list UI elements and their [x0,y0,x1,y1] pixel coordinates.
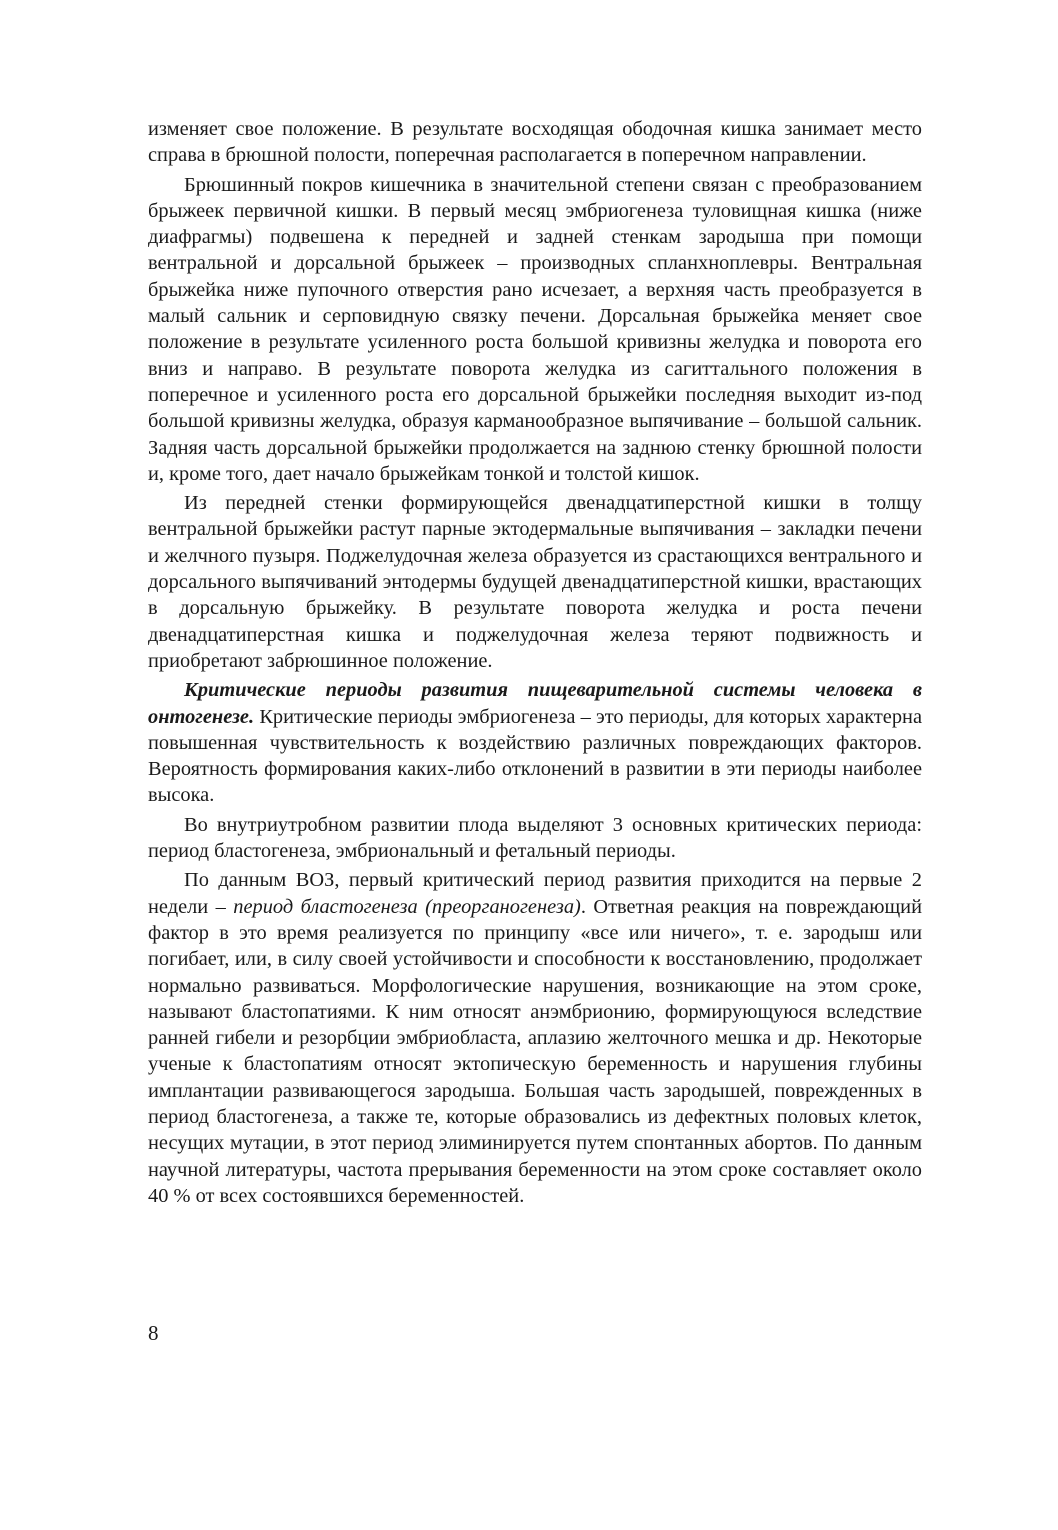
paragraph-4-text: Критические периоды эмбриогенеза – это периоды, для которых характерна повышенная чувствительность к воздействию различных повреждающих факторов. Вероятность формирования каких-либо отклонений в развитии в эти периоды наиболее высока. [148,705,922,807]
body-text [148,116,922,1212]
paragraph-3: Из передней стенки формирующейся двенадцатиперстной кишки в толщу вентральной брыжейки растут парные эктодермальные выпячивания – закладки печени и желчного пузыря. Поджелудочная железа образуется из срастающихся вентрального и дорсального выпячиваний энтодермы будущей двенадцатиперстной кишки, врастающих в дорсальную брыжейку. В результате поворота желудка и роста печени двенадцатиперстная кишка и поджелудочная железа теряют подвижность и приобретают забрюшинное положение. [148,492,922,672]
paragraph-1: изменяет свое положение. В результате восходящая ободочная кишка занимает место справа в брюшной полости, поперечная располагается в поперечном направлении. [148,118,922,167]
paragraph-6-rest: . Ответная реакция на повреждающий фактор в это время реализуется по принципу «все или ничего», т. е. зародыш или погибает, или, в силу своей устойчивости и способности к восстановлению, продолжает нормально развиваться. Морфологические нарушения, возникающие на этом сроке, называют бластопатиями. К ним относят анэмбрионию, формирующуюся вследствие ранней гибели и резорбции эмбриобласта, аплазию желточного мешка и др. Некоторые ученые к бластопатиям относят эктопическую беременность и нарушения глубины имплантации развивающегося зародыша. Большая часть зародышей, поврежденных в период бластогенеза, а также те, которые образовались из дефектных половых клеток, несущих мутации, в этот период элиминируется путем спонтанных абортов. По данным научной литературы, частота прерывания беременности на этом сроке составляет около 40 % от всех состоявшихся беременностей. [148,895,922,1207]
page-number: 8 [148,1321,159,1345]
paragraph-4 [148,677,922,808]
paragraph-6-start: По данным ВОЗ, первый критический период развития приходится на первые 2 недели – [148,869,922,918]
paragraph-5: Во внутриутробном развитии плода выделяют 3 основных критических периода: период бластогенеза, эмбриональный и фетальный периоды. [148,813,922,863]
italic-term: период бластогенеза (преорганогенеза) [233,895,581,918]
paragraph-6 [148,867,922,1209]
section-heading: Критические периоды развития пищеварительной системы человека в онтогенезе. [148,679,922,728]
paragraph-2: Брюшинный покров кишечника в значительной степени связан с преобразованием брыжеек первичной кишки. В первый месяц эмбриогенеза туловищная кишка (ниже диафрагмы) подвешена к передней и задней стенкам зародыша при помощи вентральной и дорсальной брыжеек – производных спланхноплевры. Вентральная брыжейка ниже пупочного отверстия рано исчезает, а верхняя часть преобразуется в малый сальник и серповидную связку печени. Дорсальная брыжейка меняет свое положение в результате усиленного роста большой кривизны желудка и поворота его вниз и направо. В результате поворота желудка из сагиттального положения в поперечное и усиленного роста его дорсальной брыжейки последняя выходит из-под большой кривизны желудка, образуя карманообразное выпячивание – большой сальник. Задняя часть дорсальной брыжейки продолжается на заднюю стенку брюшной полости и, кроме того, дает начало брыжейкам тонкой и толстой кишок. [148,173,922,485]
